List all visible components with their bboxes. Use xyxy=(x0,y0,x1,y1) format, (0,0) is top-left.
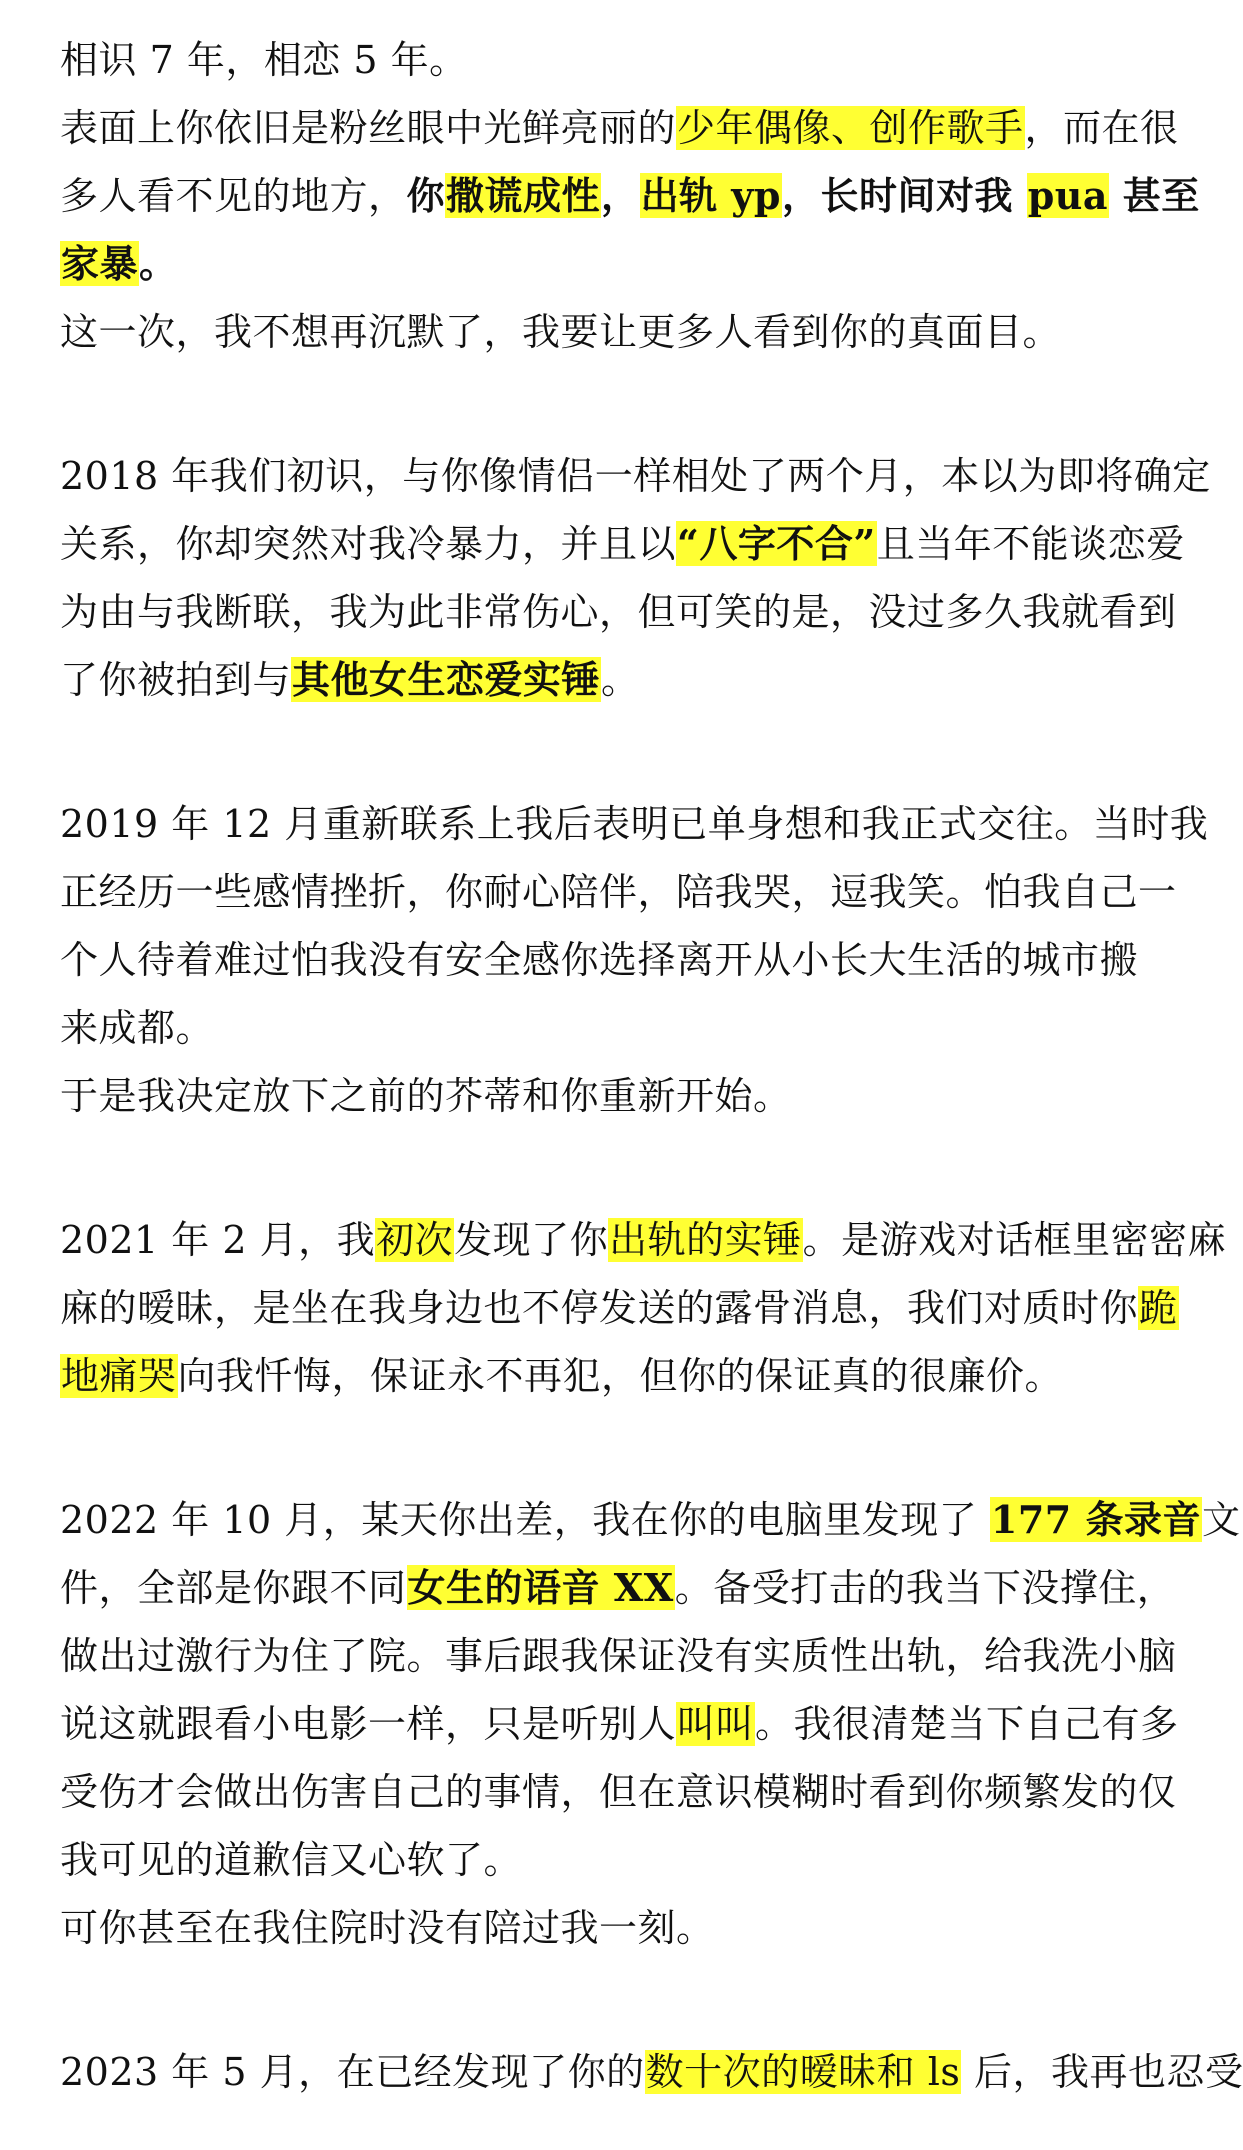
text-run: 2022 年 10 月，某天你出差，我在你的电脑里发现了 xyxy=(60,1498,990,1542)
highlighted-bold-text: 177 条录音 xyxy=(990,1497,1201,1542)
text-line xyxy=(60,1554,1176,1622)
paragraph-6 xyxy=(60,2038,1243,2106)
text-run: 这一次，我不想再沉默了，我要让更多人看到你的真面目。 xyxy=(60,310,1062,354)
text-line xyxy=(60,926,1150,994)
text-run: 表面上你依旧是粉丝眼中光鲜亮丽的 xyxy=(60,106,677,150)
text-run: 说这就跟看小电影一样，只是听别人 xyxy=(60,1702,677,1746)
paragraph-gap xyxy=(60,1410,1150,1486)
paragraph-1 xyxy=(60,26,1200,366)
highlighted-bold-text: 女生的语音 XX xyxy=(407,1565,674,1610)
text-line xyxy=(60,510,1185,578)
text-run: 。 xyxy=(601,658,640,702)
highlighted-text: 初次 xyxy=(376,1218,454,1262)
paragraph-gap xyxy=(60,714,1150,790)
highlighted-text: 叫叫 xyxy=(677,1702,755,1746)
bold-text: 甚至 xyxy=(1109,173,1200,218)
paragraph-5 xyxy=(60,1486,1241,1962)
text-line xyxy=(60,94,1179,162)
highlighted-bold-text: 出轨 yp xyxy=(640,173,781,218)
text-run: 发现了你 xyxy=(454,1218,609,1262)
text-line xyxy=(60,26,1150,94)
highlighted-text: 地痛哭 xyxy=(61,1354,177,1398)
text-line xyxy=(60,298,1150,366)
bold-text: ， xyxy=(601,173,640,218)
text-run: 且当年不能谈恋爱 xyxy=(876,522,1185,566)
text-run: 。备受打击的我当下没撑住， xyxy=(674,1566,1176,1610)
text-line xyxy=(60,442,1211,510)
text-run: 2018 年我们初识，与你像情侣一样相处了两个月，本以为即将确定 xyxy=(60,454,1211,498)
text-run: 个人待着难过怕我没有安全感你选择离开从小长大生活的城市搬 xyxy=(60,938,1139,982)
highlighted-bold-text: 其他女生恋爱实锤 xyxy=(292,657,601,702)
text-run: ，而在很 xyxy=(1024,106,1179,150)
highlighted-bold-text: 撒谎成性 xyxy=(446,173,601,218)
text-run: 2021 年 2 月，我 xyxy=(60,1218,376,1262)
text-line xyxy=(60,1206,1227,1274)
text-run: 多人看不见的地方， xyxy=(60,174,407,218)
highlighted-text: 少年偶像、创作歌手 xyxy=(677,106,1024,150)
text-line xyxy=(60,1758,1177,1826)
highlighted-bold-text: “八字不合” xyxy=(677,521,876,566)
paragraph-gap xyxy=(60,1962,1150,2038)
bold-text: ，长时间对我 xyxy=(781,173,1027,218)
text-run: 向我忏悔，保证永不再犯，但你的保证真的很廉价。 xyxy=(177,1354,1064,1398)
text-line xyxy=(60,578,1177,646)
paragraph-gap xyxy=(60,366,1150,442)
document-body xyxy=(60,26,1243,2106)
text-line xyxy=(60,162,1200,230)
text-line xyxy=(60,1342,1150,1410)
text-run: 来成都。 xyxy=(60,1006,215,1050)
text-line xyxy=(60,858,1177,926)
paragraph-2 xyxy=(60,442,1211,714)
text-run: 了你被拍到与 xyxy=(60,658,292,702)
text-run: 2023 年 5 月，在已经发现了你的 xyxy=(60,2050,645,2094)
text-run: 后，我再也忍受 xyxy=(961,2050,1243,2094)
highlighted-text: 出轨的实锤 xyxy=(609,1218,802,1262)
text-run: 件，全部是你跟不同 xyxy=(60,1566,407,1610)
text-line xyxy=(60,646,1150,714)
text-line xyxy=(60,1486,1241,1554)
text-run: 2019 年 12 月重新联系上我后表明已单身想和我正式交往。当时我 xyxy=(60,802,1209,846)
highlighted-bold-text: 家暴 xyxy=(61,241,139,286)
text-line xyxy=(60,1894,1150,1962)
text-run: 正经历一些感情挫折，你耐心陪伴，陪我哭，逗我笑。怕我自己一 xyxy=(60,870,1177,914)
text-run: 我可见的道歉信又心软了。 xyxy=(60,1838,523,1882)
text-line xyxy=(60,1274,1178,1342)
text-run: 相识 7 年，相恋 5 年。 xyxy=(60,38,468,82)
text-line xyxy=(60,230,1150,298)
text-line xyxy=(60,1690,1179,1758)
text-line xyxy=(60,790,1209,858)
text-run: 做出过激行为住了院。事后跟我保证没有实质性出轨，给我洗小脑 xyxy=(60,1634,1177,1678)
text-line xyxy=(60,1062,1150,1130)
text-run: 为由与我断联，我为此非常伤心，但可笑的是，没过多久我就看到 xyxy=(60,590,1177,634)
highlighted-bold-text: pua xyxy=(1027,173,1109,218)
text-run: 关系，你却突然对我冷暴力，并且以 xyxy=(60,522,677,566)
text-run: 。是游戏对话框里密密麻 xyxy=(802,1218,1227,1262)
text-run: 可你甚至在我住院时没有陪过我一刻。 xyxy=(60,1906,715,1950)
bold-text: 。 xyxy=(139,241,178,286)
text-run: 文 xyxy=(1201,1498,1241,1542)
text-run: 受伤才会做出伤害自己的事情，但在意识模糊时看到你频繁发的仅 xyxy=(60,1770,1177,1814)
paragraph-3 xyxy=(60,790,1209,1130)
highlighted-text: 数十次的暧昧和 ls xyxy=(645,2050,961,2094)
text-line xyxy=(60,994,1150,1062)
text-run: 麻的暧昧，是坐在我身边也不停发送的露骨消息，我们对质时你 xyxy=(60,1286,1139,1330)
paragraph-4 xyxy=(60,1206,1227,1410)
highlighted-text: 跪 xyxy=(1139,1286,1178,1330)
paragraph-gap xyxy=(60,1130,1150,1206)
text-line xyxy=(60,1622,1177,1690)
bold-text: 你 xyxy=(406,173,446,218)
text-line xyxy=(60,1826,1150,1894)
text-line xyxy=(60,2038,1243,2106)
text-run: 于是我决定放下之前的芥蒂和你重新开始。 xyxy=(60,1074,792,1118)
text-run: 。我很清楚当下自己有多 xyxy=(755,1702,1179,1746)
